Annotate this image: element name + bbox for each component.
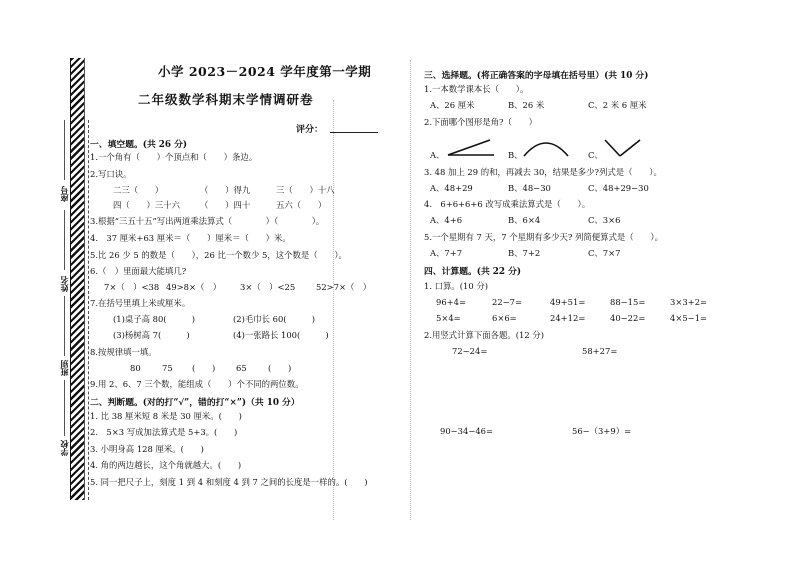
calc-r2-2: 6×6=: [492, 313, 517, 323]
sec3-q5-c: C、7×7: [588, 248, 621, 258]
sec1-q7-1: (1)桌子高 80( ): [113, 314, 195, 324]
sec1-q2-r1c1: 二三（ ）: [113, 185, 164, 195]
class-label: 班别: [59, 360, 69, 376]
school-label: 学校: [59, 440, 69, 456]
angle-figure-c: [602, 136, 644, 160]
sec4-heading: 四、计算题。(共 22 分): [424, 267, 522, 277]
center-fold-line: [410, 60, 411, 520]
sec3-q1-c: C、2 米 6 厘米: [588, 100, 647, 110]
seal-line: [88, 120, 89, 500]
sec3-q5: 5.一个星期有 7 天，7 个星期有多少天? 列简便算式是（ ）。: [424, 232, 663, 242]
sec3-q2-b: B、: [508, 150, 523, 160]
sec4-part1: 1. 口算。(10 分): [424, 281, 489, 291]
sec3-q5-a: A、7+7: [430, 248, 463, 258]
sec3-q2-c: C、: [588, 150, 603, 160]
sec4-part2: 2.用竖式计算下面各题。(12 分): [424, 330, 544, 340]
calc-r1-2: 22−7=: [492, 297, 523, 307]
sec1-q2-r2c1: 四（ ）三十六: [113, 200, 180, 210]
sec2-q1: 1. 比 38 厘米短 8 米是 30 厘米。( ): [90, 411, 242, 421]
sec3-q3-b: B、48−30: [508, 183, 551, 193]
vertical-calc-3: 90−34−46=: [440, 426, 494, 436]
calc-r1-5: 3×3+2=: [670, 297, 708, 307]
sec3-q3-a: A、48+29: [430, 183, 473, 193]
calc-r2-4: 40−22=: [610, 313, 646, 323]
sec1-q7-2: (2)毛巾长 60( ): [233, 314, 315, 324]
sec2-heading: 二、判断题。(对的打“√”，错的打“×”)（共 10 分）: [90, 398, 300, 408]
vertical-calc-2: 58+27=: [582, 346, 618, 356]
calc-r1-4: 88−15=: [610, 297, 646, 307]
fold-line: [333, 100, 334, 520]
sec3-q3-c: C、48+29−30: [588, 183, 649, 193]
exam-no-line: [64, 120, 65, 180]
angle-figure-a: [444, 136, 496, 160]
title-line1: 小学 2023－2024 学年度第一学期: [158, 64, 372, 79]
sec3-q1: 1.一本数学课本长（ ）。: [424, 84, 529, 94]
sec1-q4: 4. 37 厘米+63 厘米＝（ ）厘米＝（ ）米。: [90, 233, 291, 243]
sec1-q8: 8.按规律填一填。: [90, 347, 157, 357]
sec1-q8-s3: ( ): [192, 363, 216, 373]
sec2-q3: 3. 小明身高 128 厘米。( ): [90, 444, 204, 454]
sec1-q5: 5.比 26 少 5 的数是（ ），26 比一个数少 5，这个数是（ ）。: [90, 250, 347, 260]
sec1-q6-d: 52>7×（ ）: [316, 282, 372, 292]
score-blank[interactable]: [330, 132, 378, 133]
calc-r1-3: 49+51=: [550, 297, 586, 307]
score-label: 评分：: [296, 125, 324, 135]
sec1-q6-c: 3×（ ）<25: [240, 282, 296, 292]
calc-r2-5: 4×5−1=: [670, 313, 708, 323]
sec1-q6: 6.（ ）里面最大能填几?: [90, 266, 187, 276]
sec2-q2: 2. 5×3 写成加法算式是 5+3。( ): [90, 427, 238, 437]
arc-figure-b: [520, 136, 570, 160]
sec3-q4-a: A、4+6: [430, 215, 463, 225]
name-label: 姓名: [59, 276, 69, 292]
sec1-q8-s4: 65: [236, 363, 247, 373]
class-line: [64, 296, 65, 356]
sec3-q3: 3. 48 加上 29 的和，再减去 30，结果是多少?列式是（ ）。: [424, 167, 662, 177]
school-line: [64, 380, 65, 436]
sec3-heading: 三、选择题。(将正确答案的字母填在括号里）(共 10 分): [424, 71, 649, 81]
sec3-q4-b: B、6×4: [508, 215, 541, 225]
sec1-q8-s2: 75: [162, 363, 173, 373]
sec1-heading: 一、填空题。(共 26 分): [90, 140, 188, 150]
calc-r1-1: 96+4=: [436, 297, 467, 307]
sec2-q4: 4. 角的两边越长，这个角就越大。( ): [90, 460, 242, 470]
sec1-q9: 9.用 2、6、7 三个数，能组成（ ）个不同的两位数。: [90, 379, 304, 389]
sec1-q3: 3.根据“三五十五”写出两道乘法算式（ ）（ ）。: [90, 216, 325, 226]
sec3-q2-a: A、: [430, 150, 445, 160]
sec1-q7-4: (4)一张路长 100( ): [233, 330, 329, 340]
sec1-q6-b: 49>8×（ ）: [166, 282, 222, 292]
sec3-q5-b: B、7+2: [508, 248, 541, 258]
sec1-q2-r1c3: 三（ ）十八: [276, 185, 335, 195]
sec1-q2-r1c2: （ ）得九: [200, 185, 251, 195]
title-line2: 二年级数学科期末学情调研卷: [138, 92, 314, 107]
sec3-q1-b: B、26 米: [508, 100, 545, 110]
sec1-q1: 1.一个角有（ ）个顶点和（ ）条边。: [90, 152, 258, 162]
calc-r2-1: 5×4=: [436, 313, 461, 323]
sec1-q7: 7.在括号里填上米或厘米。: [90, 298, 191, 308]
sec2-q5: 5. 同一把尺子上，刻度 1 到 4 和刻度 4 到 7 之间的长度是一样的。( ): [90, 477, 368, 487]
calc-r2-3: 24+12=: [550, 313, 586, 323]
sec1-q6-a: 7×（ ）<38: [104, 282, 160, 292]
sec3-q4: 4. 6+6+6+6 改写成乘法算式是（ ）。: [424, 199, 591, 209]
sec3-q1-a: A、26 厘米: [430, 100, 475, 110]
sec1-q2-r2c3: 五六（ ）: [276, 200, 327, 210]
name-line: [64, 210, 65, 270]
exam-no-label: 座号: [59, 186, 69, 202]
vertical-calc-1: 72−24=: [452, 346, 488, 356]
sec1-q2: 2.写口诀。: [90, 169, 132, 179]
binding-strip: [70, 58, 85, 500]
sec1-q2-r2c2: （ ）四十: [200, 200, 251, 210]
sec1-q8-s1: 80: [130, 363, 141, 373]
sec3-q4-c: C、3×6: [588, 215, 621, 225]
sec1-q7-3: (3)杨树高 7( ): [113, 330, 190, 340]
sec1-q8-s5: ( ): [268, 363, 292, 373]
sec3-q2: 2.下面哪个图形是角?（ ）: [424, 117, 537, 127]
vertical-calc-4: 56−（3+9）=: [572, 426, 632, 436]
